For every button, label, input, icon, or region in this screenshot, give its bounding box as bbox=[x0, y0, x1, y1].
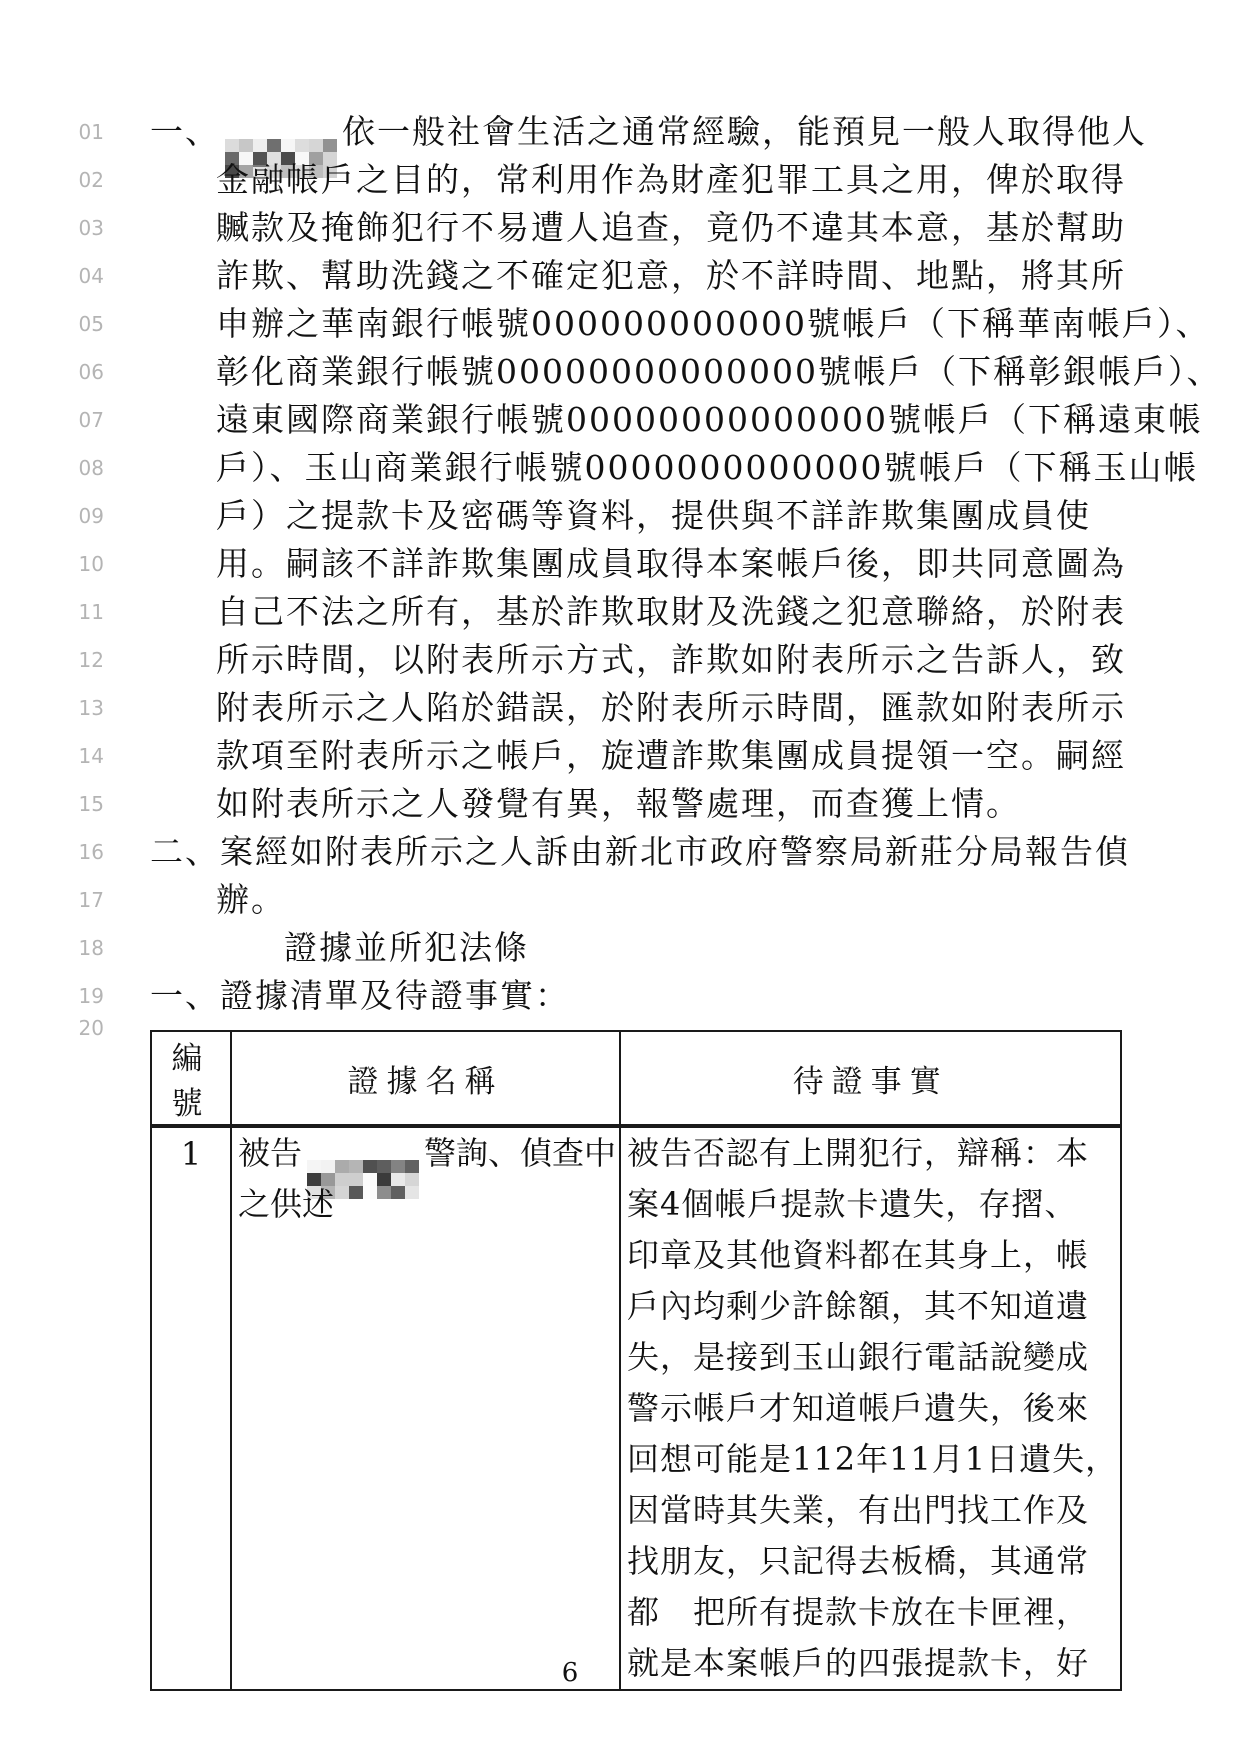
line-number: 18 bbox=[78, 936, 104, 960]
row-number: 1 bbox=[180, 1135, 202, 1173]
body-line bbox=[150, 108, 1147, 156]
header-cell-evidence-name: 證據名稱 bbox=[231, 1031, 620, 1126]
facts-line: 被告否認有上開犯行，辯稱：本 bbox=[627, 1134, 1090, 1172]
line-number: 13 bbox=[78, 696, 104, 720]
body-line: 辦。 bbox=[216, 880, 286, 919]
body-line-text: 依一般社會生活之通常經驗，能預見一般人取得他人 bbox=[342, 112, 1147, 151]
body-line-text: 證據清單及待證事實： bbox=[220, 976, 570, 1015]
table-header-row bbox=[151, 1031, 1121, 1126]
facts-line: 失，是接到玉山銀行電話說變成 bbox=[627, 1338, 1090, 1376]
line-number: 02 bbox=[78, 168, 104, 192]
line-number: 17 bbox=[78, 888, 104, 912]
body-line: 附表所示之人陷於錯誤，於附表所示時間，匯款如附表所示 bbox=[216, 688, 1126, 727]
header-cell-number: 編號 bbox=[151, 1031, 231, 1126]
line-number: 16 bbox=[78, 840, 104, 864]
line-number: 01 bbox=[78, 120, 104, 144]
evidence-name-line bbox=[238, 1128, 617, 1179]
line-number: 07 bbox=[78, 408, 104, 432]
body-line bbox=[150, 828, 1130, 876]
evidence-name-text: 警詢、偵查中 bbox=[424, 1134, 617, 1172]
line-number: 08 bbox=[78, 456, 104, 480]
row-number-cell bbox=[151, 1126, 231, 1690]
line-number: 09 bbox=[78, 504, 104, 528]
line-number-gutter bbox=[58, 108, 104, 1020]
body-line: 自己不法之所有，基於詐欺取財及洗錢之犯意聯絡，於附表 bbox=[216, 592, 1126, 631]
facts-line: 案4個帳戶提款卡遺失，存摺、 bbox=[627, 1185, 1078, 1223]
evidence-name-line: 之供述 bbox=[238, 1185, 335, 1223]
facts-line: 戶內均剩少許餘額，其不知道遺 bbox=[627, 1287, 1090, 1325]
section-heading: 證據並所犯法條 bbox=[284, 928, 529, 967]
list-marker: 二、 bbox=[150, 832, 220, 871]
line-number: 04 bbox=[78, 264, 104, 288]
evidence-list-heading bbox=[150, 972, 1110, 1020]
line-number: 19 bbox=[78, 984, 104, 1008]
evidence-table bbox=[150, 1030, 1122, 1691]
list-marker: 一、 bbox=[150, 976, 220, 1015]
document-body bbox=[150, 108, 1222, 1020]
facts-cell bbox=[620, 1126, 1121, 1690]
table-row bbox=[151, 1126, 1121, 1690]
line-number: 12 bbox=[78, 648, 104, 672]
page-number: 6 bbox=[561, 1658, 579, 1688]
body-line: 如附表所示之人發覺有異，報警處理，而查獲上情。 bbox=[216, 784, 1021, 823]
body-line-text: 案經如附表所示之人訴由新北市政府警察局新莊分局報告偵 bbox=[220, 832, 1130, 871]
facts-line: 就是本案帳戶的四張提款卡，好 bbox=[627, 1644, 1090, 1682]
facts-line: 找朋友，只記得去板橋，其通常 bbox=[627, 1542, 1090, 1580]
facts-line: 因當時其失業，有出門找工作及 bbox=[627, 1491, 1090, 1529]
evidence-name-text: 被告 bbox=[238, 1134, 303, 1172]
line-number: 15 bbox=[78, 792, 104, 816]
facts-line: 都 把所有提款卡放在卡匣裡， bbox=[627, 1593, 1090, 1631]
facts-line: 印章及其他資料都在其身上，帳 bbox=[627, 1236, 1090, 1274]
evidence-name-cell bbox=[231, 1126, 620, 1690]
body-line: 戶）之提款卡及密碼等資料，提供與不詳詐欺集團成員使 bbox=[216, 496, 1091, 535]
line-number: 10 bbox=[78, 552, 104, 576]
line-number: 11 bbox=[78, 600, 104, 624]
body-line: 戶）、玉山商業銀行帳號0000000000000號帳戶（下稱玉山帳 bbox=[216, 448, 1199, 487]
facts-line: 警示帳戶才知道帳戶遺失，後來 bbox=[627, 1389, 1090, 1427]
line-number: 20 bbox=[78, 1016, 104, 1040]
body-line: 款項至附表所示之帳戶，旋遭詐欺集團成員提領一空。嗣經 bbox=[216, 736, 1126, 775]
body-line: 贓款及掩飾犯行不易遭人追查，竟仍不違其本意，基於幫助 bbox=[216, 208, 1126, 247]
line-number: 05 bbox=[78, 312, 104, 336]
line-number: 06 bbox=[78, 360, 104, 384]
header-cell-facts: 待證事實 bbox=[620, 1031, 1121, 1126]
list-marker: 一、 bbox=[150, 112, 220, 151]
body-line: 申辦之華南銀行帳號000000000000號帳戶（下稱華南帳戶）、 bbox=[216, 304, 1211, 343]
body-line: 遠東國際商業銀行帳號00000000000000號帳戶（下稱遠東帳 bbox=[216, 400, 1203, 439]
body-line: 用。嗣該不詳詐欺集團成員取得本案帳戶後，即共同意圖為 bbox=[216, 544, 1126, 583]
body-line: 彰化商業銀行帳號00000000000000號帳戶（下稱彰銀帳戶）、 bbox=[216, 352, 1222, 391]
line-number: 03 bbox=[78, 216, 104, 240]
facts-line: 回想可能是112年11月1日遺失， bbox=[627, 1440, 1119, 1478]
body-line: 金融帳戶之目的，常利用作為財產犯罪工具之用，俾於取得 bbox=[216, 160, 1126, 199]
body-line: 詐欺、幫助洗錢之不確定犯意，於不詳時間、地點，將其所 bbox=[216, 256, 1126, 295]
line-number: 14 bbox=[78, 744, 104, 768]
body-line: 所示時間，以附表所示方式，詐欺如附表所示之告訴人，致 bbox=[216, 640, 1126, 679]
